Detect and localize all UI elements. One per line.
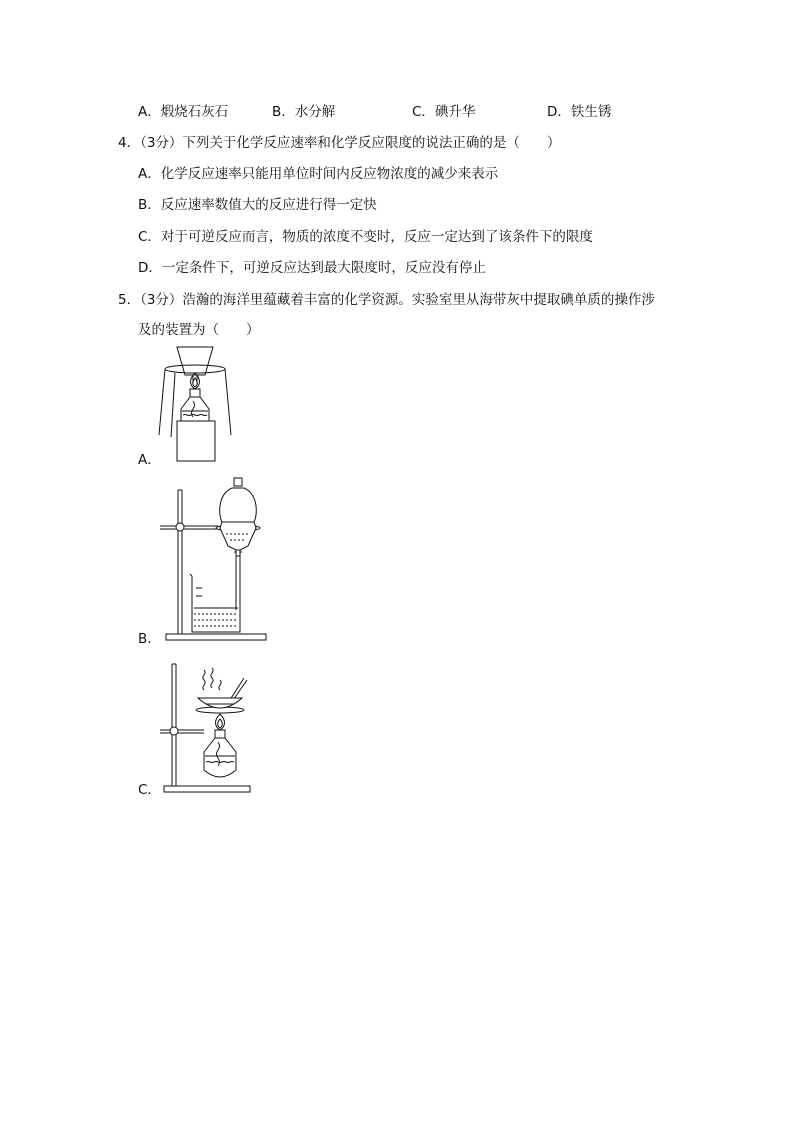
q3-option-a: A．煅烧石灰石 (138, 104, 229, 120)
q3-option-b: B．水分解 (272, 104, 336, 120)
q5-stem-line1: 5．（3分）浩瀚的海洋里蕴藏着丰富的化学资源。实验室里从海带灰中提取碘单质的操作涉 (118, 292, 655, 308)
q5-figure-b-label: B． (138, 631, 161, 647)
q4-option-b: B．反应速率数值大的反应进行得一定快 (138, 197, 377, 213)
figure-c-evaporating-dish (160, 660, 260, 798)
q3-option-d: D．铁生锈 (547, 104, 612, 120)
figure-b-separatory-funnel (160, 476, 270, 646)
q4-option-d: D．一定条件下，可逆反应达到最大限度时，反应没有停止 (138, 260, 486, 276)
q5-stem-line2: 及的装置为（ ） (138, 322, 260, 338)
q4-stem: 4．（3分）下列关于化学反应速率和化学反应限度的说法正确的是（ ） (118, 135, 561, 151)
q3-option-c: C．碘升华 (412, 104, 476, 120)
q4-option-a: A．化学反应速率只能用单位时间内反应物浓度的减少来表示 (138, 166, 499, 182)
q4-option-c: C．对于可逆反应而言，物质的浓度不变时，反应一定达到了该条件下的限度 (138, 229, 593, 245)
q5-figure-a-label: A． (138, 452, 161, 468)
q5-figure-c-label: C． (138, 782, 161, 798)
figure-a-tripod-funnel-lamp (155, 345, 235, 465)
